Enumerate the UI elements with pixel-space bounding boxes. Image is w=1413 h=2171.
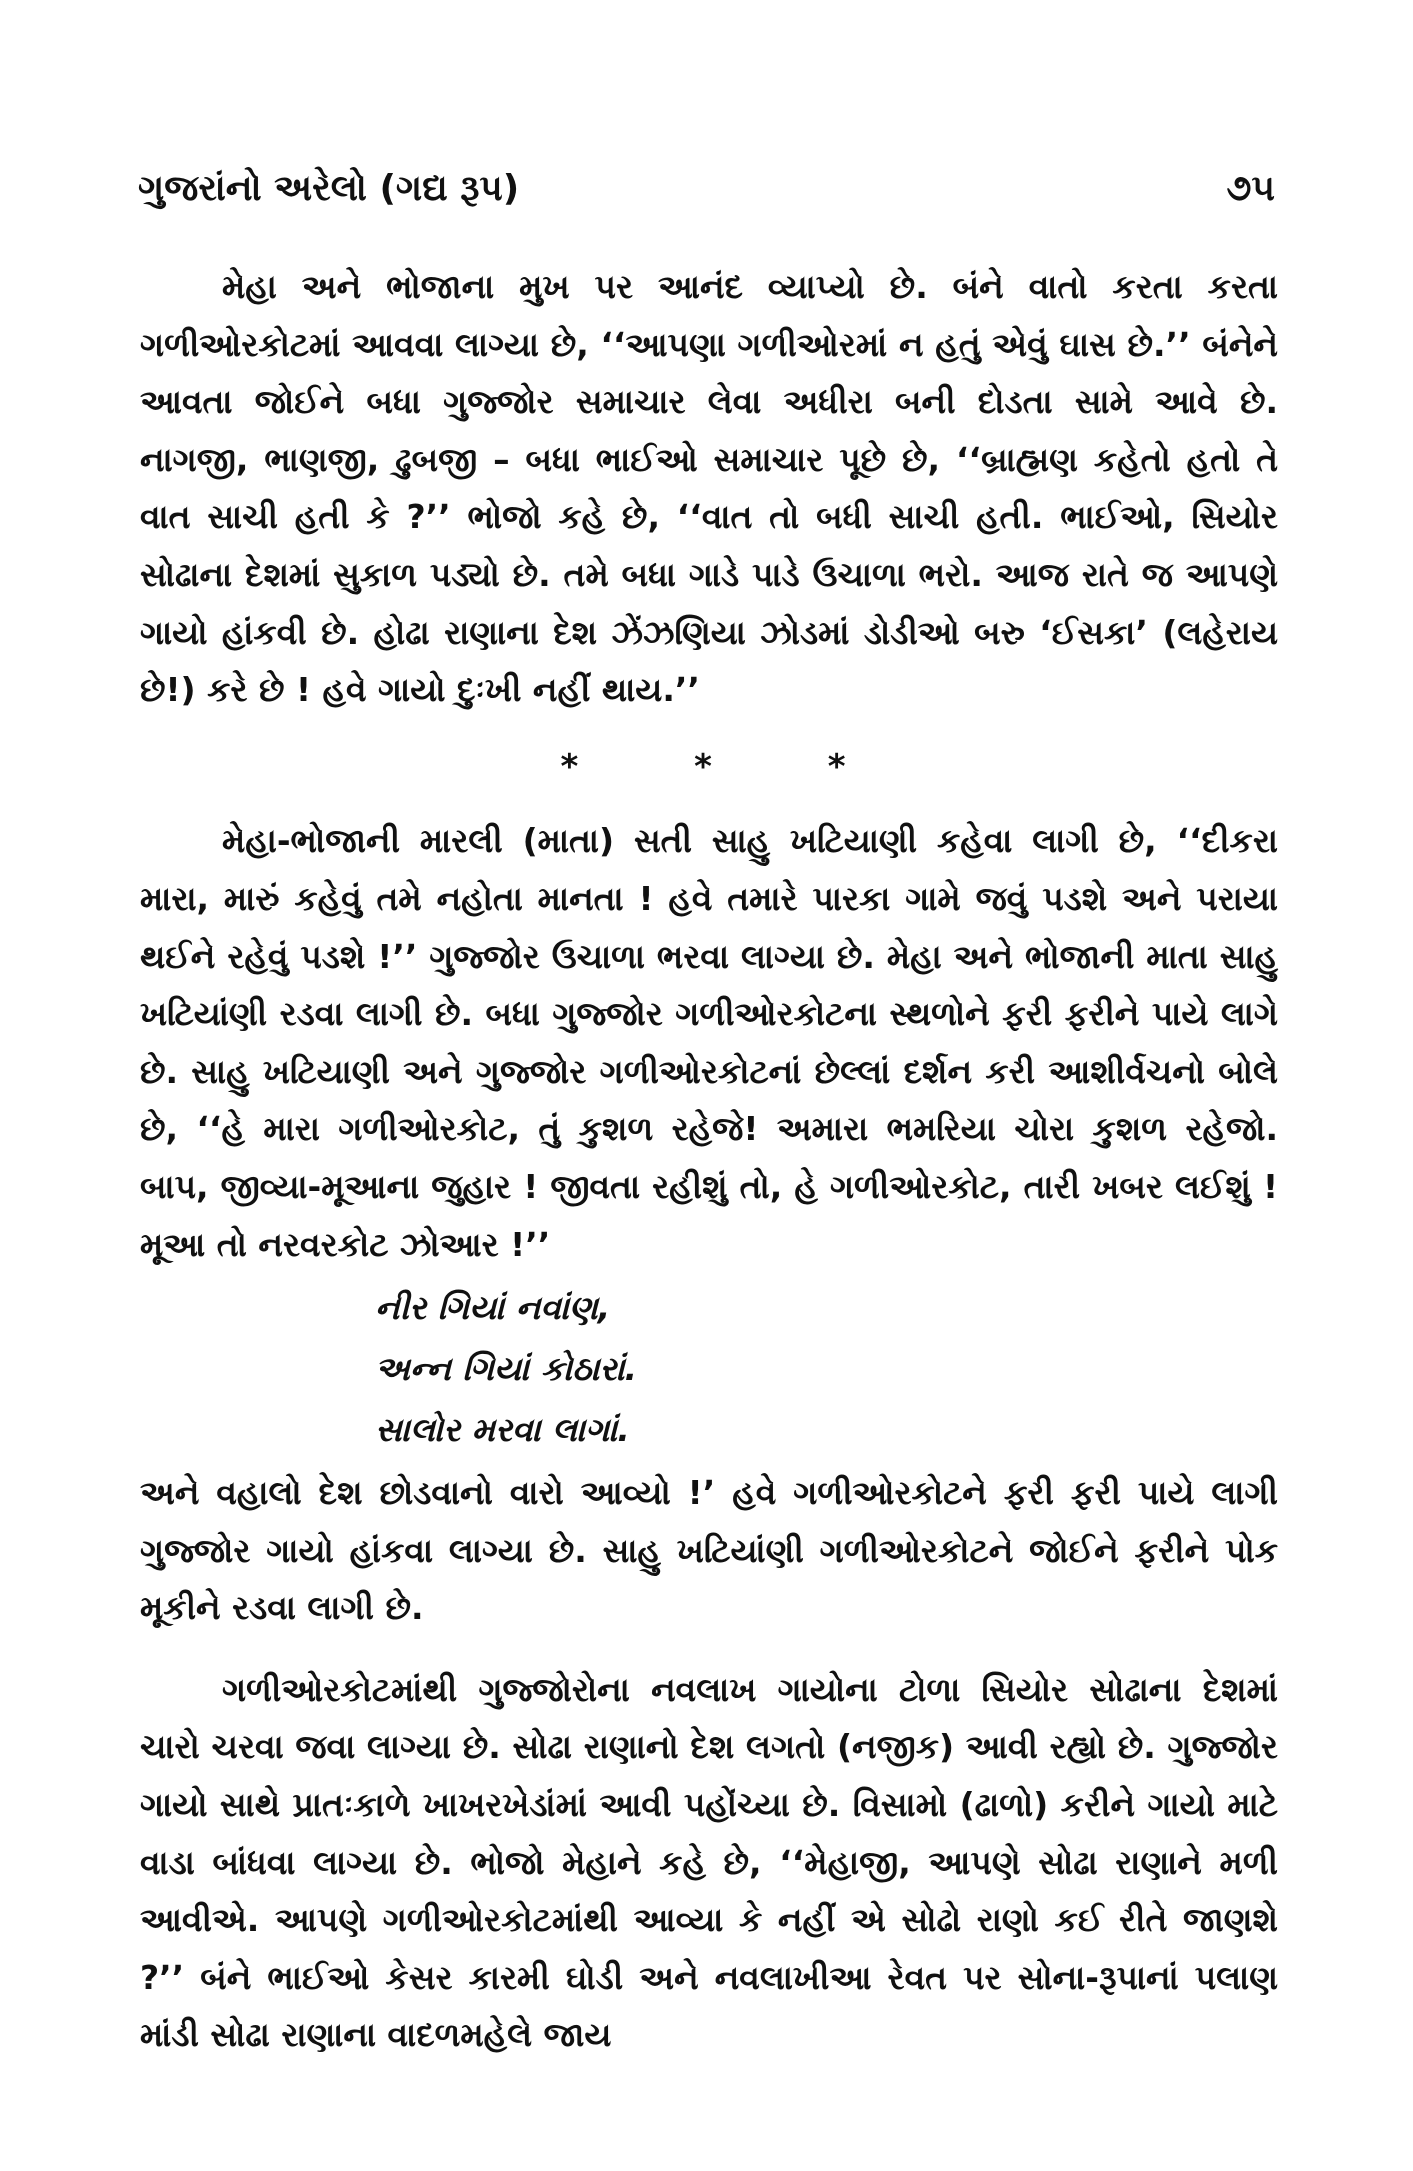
paragraph-3: અને વહાલો દેશ છોડવાનો વારો આવ્યો !’ હવે ગળીઓરકોટને ફરી ફરી પાયે લાગી ગુજ્જોર ગાયો હાંકવા લાગ્યા છે. સાહુ ખટિયાંણી ગળીઓરકોટને જોઈને ફરીને પોક મૂકીને રડવા લાગી છે.: [140, 1473, 1278, 1628]
verse-line: સાલોર મરવા લાગાં.: [375, 1410, 630, 1450]
verse-line: અન્ન ગિયાં કોઠારાં.: [375, 1349, 638, 1389]
paragraph-4: ગળીઓરકોટમાંથી ગુજ્જોરોના નવલાખ ગાયોના ટોળા સિયોર સોઢાના દેશમાં ચારો ચરવા જવા લાગ્યા છે. સોઢા રાણાનો દેશ લગતો (નજીક) આવી રહ્યો છે. ગુજ્જોર ગાયો સાથે પ્રાતઃકાળે ખાખરખેડાંમાં આવી પહોંચ્યા છે. વિસામો (ઢાળો) કરીને ગાયો માટે વાડા બાંધવા લાગ્યા છે. ભોજો મેહાને કહે છે, ‘‘મેહાજી, આપણે સોઢા રાણાને મળી આવીએ. આપણે ગળીઓરકોટમાંથી આવ્યા કે નહીં એ સોઢો રાણો કઈ રીતે જાણશે ?’’ બંને ભાઈઓ કેસર કારમી ઘોડી અને નવલાખીઆ રેવત પર સોના-રૂપાનાં પલાણ માંડી સોઢા રાણાના વાદળમહેલે જાય: [140, 1669, 1278, 2055]
paragraph-2: મેહા-ભોજાની મારલી (માતા) સતી સાહુ ખટિયાણી કહેવા લાગી છે, ‘‘દીકરા મારા, મારું કહેવું તમે નહોતા માનતા ! હવે તમારે પારકા ગામે જવું પડશે અને પરાયા થઈને રહેવું પડશે !’’ ગુજ્જોર ઉચાળા ભરવા લાગ્યા છે. મેહા અને ભોજાની માતા સાહુ ખટિયાંણી રડવા લાગી છે. બધા ગુજ્જોર ગળીઓરકોટના સ્થળોને ફરી ફરીને પાયે લાગે છે. સાહુ ખટિયાણી અને ગુજ્જોર ગળીઓરકોટનાં છેલ્લાં દર્શન કરી આશીર્વચનો બોલે છે, ‘‘હે મારા ગળીઓરકોટ, તું કુશળ રહેજે! અમારા ભમરિયા ચોરા કુશળ રહેજો. બાપ, જીવ્યા-મૂઆના જુહાર ! જીવતા રહીશું તો, હે ગળીઓરકોટ, તારી ખબર લઈશું ! મૂઆ તો નરવરકોટ ઝોઆર !’’: [140, 821, 1278, 1264]
verse-line: નીર ગિયાં નવાંણ,: [375, 1288, 611, 1328]
verse-block: [375, 1277, 1278, 1460]
paragraph-1: મેહા અને ભોજાના મુખ પર આનંદ વ્યાપ્યો છે. બંને વાતો કરતા કરતા ગળીઓરકોટમાં આવવા લાગ્યા છે, ‘‘આપણા ગળીઓરમાં ન હતું એવું ઘાસ છે.’’ બંનેને આવતા જોઈને બધા ગુજ્જોર સમાચાર લેવા અધીરા બની દોડતા સામે આવે છે. નાગજી, ભાણજી, ઢુબજી – બધા ભાઈઓ સમાચાર પૂછે છે, ‘‘બ્રાહ્મણ કહેતો હતો તે વાત સાચી હતી કે ?’’ ભોજો કહે છે, ‘‘વાત તો બધી સાચી હતી. ભાઈઓ, સિયોર સોઢાના દેશમાં સુકાળ પડ્યો છે. તમે બધા ગાડે પાડે ઉચાળા ભરો. આજ રાતે જ આપણે ગાયો હાંકવી છે. હોઢા રાણાના દેશ ઝેંઝણિયા ઝોડમાં ડોડીઓ બરુ ‘ઈસકા’ (લહેરાય છે!) કરે છે ! હવે ગાયો દુઃખી નહીં થાય.’’: [140, 267, 1278, 710]
page-body: [140, 258, 1278, 2064]
page-number: ૭૫: [1226, 168, 1275, 209]
running-header: [138, 168, 1275, 210]
running-title: ગુજરાંનો અરેલો (ગદ્ય રૂપ): [138, 168, 520, 209]
section-separator: * * *: [560, 746, 898, 787]
